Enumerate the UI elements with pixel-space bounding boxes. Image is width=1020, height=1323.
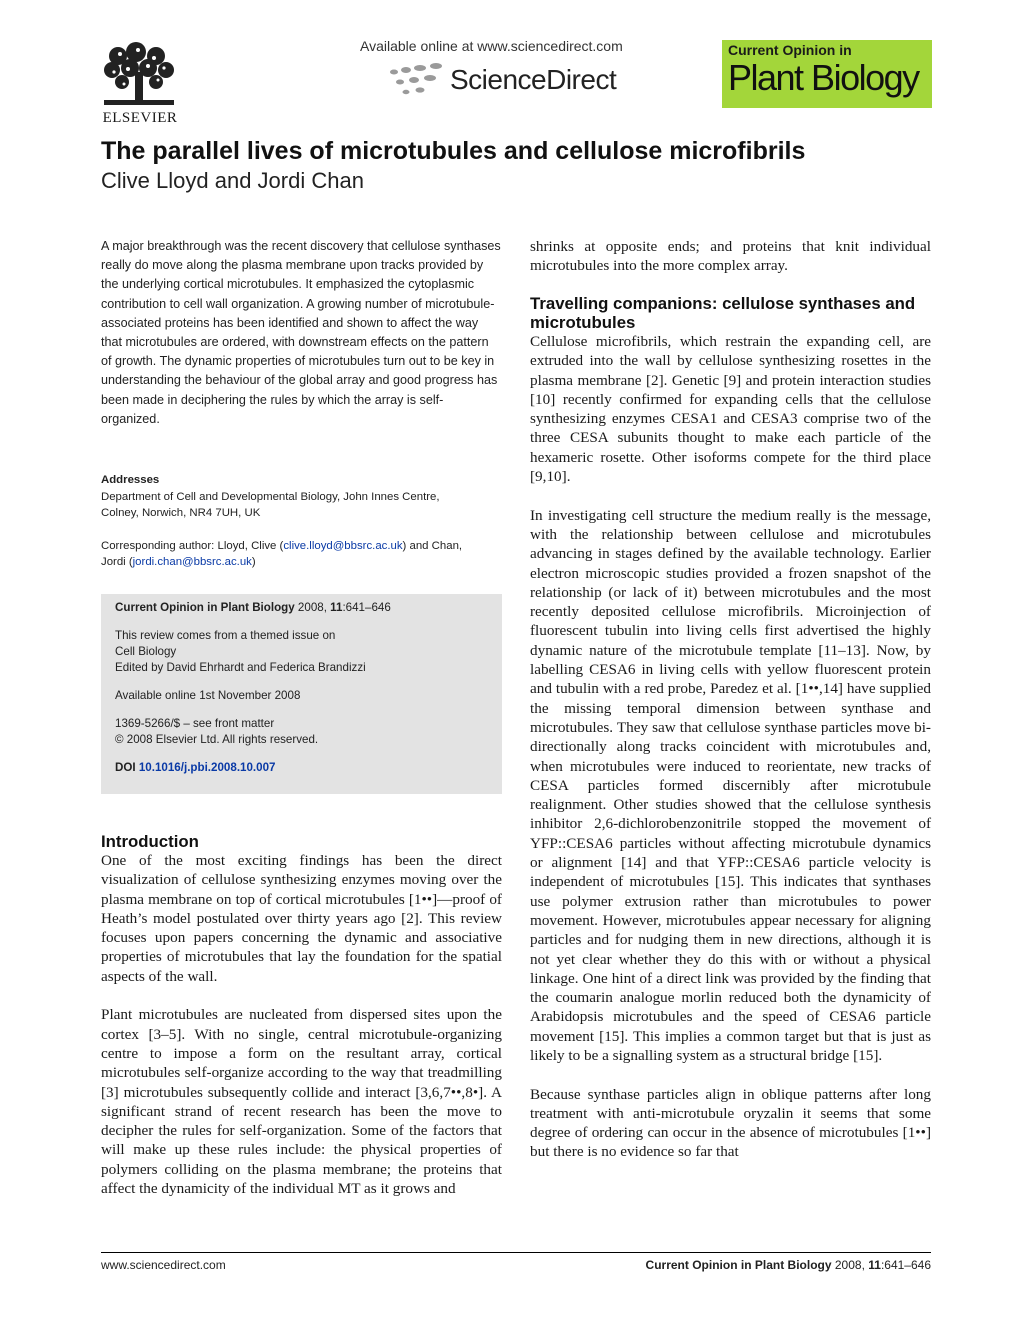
doi-line: DOI 10.1016/j.pbi.2008.10.007 (115, 761, 276, 774)
doi-link[interactable]: 10.1016/j.pbi.2008.10.007 (138, 761, 276, 774)
travelling-companions-heading: Travelling companions: cellulose synthases and microtubules (530, 294, 916, 332)
themed-issue: This review comes from a themed issue on Cell Biology Edited by David Ehrhardt and Federica Brandizzi (115, 629, 366, 674)
footer-website: www.sciencedirect.com (101, 1258, 226, 1272)
right-paragraph-3: Because synthase particles align in oblique patterns after long treatment with anti-microtubule oryzalin it seems that some degree of ordering can occur in the absence of microtubules [1••] but there is no evidence so far that (530, 1085, 931, 1161)
journal-badge-line1: Current Opinion in (728, 42, 852, 58)
available-online-text: Available online at www.sciencedirect.com (360, 38, 623, 54)
addresses-heading: Addresses (101, 474, 160, 486)
address-line-2: Colney, Norwich, NR4 7UH, UK (101, 507, 261, 519)
publisher-logo (98, 42, 182, 128)
right-paragraph-1: Cellulose microfibrils, which restrain the expanding cell, are extruded into the wall by cellulose synthesizing rosettes in the plasma membrane [2]. Genetic [9] and protein interaction studies [10] recently confirmed for expanding cells that the cellulose synthesizing enzymes CESA1 and CESA3 comprise two of the three CESA subunits thought to make each particle of the hexameric rosette. Other isoforms compete for the third place [9,10]. (530, 333, 931, 486)
right-paragraph-2: In investigating cell structure the medium really is the message, with the relationship between cellulose and microtubules advancing in stages defined by the available technology. Earlier electron microscopic studies provided a frozen snapshot of the relationship (or lack of it) between microtubules and the most recently deposited cellulose microfibrils. Microinjection of fluorescent tubulin into living cells first advertised the highly dynamic nature of the microtubule template [11–13]. Now, by labelling CESA6 in living cells with yellow fluorescent protein and tubulin with a red probe, Paredez et al. [1••,14] have supplied the missing temporal dimension between synthase and microtubules. They saw that cellulose synthase particles move bi-directionally along tracks coincident with microtubules and, when microtubules were induced to reorientate, new tracks of CESA particles formed discernibly after microtubule realignment. Other studies showed that the cellulose synthesis inhibitor 2,6-dichlorobenzonitrile stopped the movement of YFP::CESA6 particles without affecting microtubule dynamics or alignment [14] and that YFP::CESA6 particle velocity is independent of microtubules [15]. This indicates that synthases use polymer extrusion rather than microtubules to power movement. However, microtubules appear necessary for aligning particles and for nudging them in new directions, although it is not yet clear whether they do this with or without a physical linkage. One hint of a direct link was provided by the finding that the coumarin analogue morlin reduced both the dynamicity of Arabidopsis microtubules and the speed of CESA6 particle movement [15]. This implies a common target but that is just as likely to be a signalling system as a structural bridge [15]. (530, 506, 931, 1064)
email-link-chan[interactable]: jordi.chan@bbsrc.ac.uk (132, 556, 252, 568)
article-authors: Clive Lloyd and Jordi Chan (101, 168, 364, 193)
elsevier-tree-icon (98, 42, 180, 108)
sciencedirect-logo (386, 58, 616, 102)
publisher-name: ELSEVIER (102, 110, 178, 126)
citation-line: Current Opinion in Plant Biology 2008, 11:641–646 (115, 601, 391, 614)
sciencedirect-dots-icon (386, 60, 444, 100)
continued-paragraph: shrinks at opposite ends; and proteins that knit individual microtubules into the more complex array. (530, 238, 931, 275)
travelling-companions-section (530, 294, 931, 1162)
journal-badge (722, 40, 932, 108)
copyright-block: 1369-5266/$ – see front matter © 2008 Elsevier Ltd. All rights reserved. (115, 717, 319, 746)
address-line-1: Department of Cell and Developmental Biology, John Innes Centre, (101, 491, 440, 503)
corresponding-author: Corresponding author: Lloyd, Clive (clive.lloyd@bbsrc.ac.uk) and Chan, Jordi (jordi.chan@bbsrc.ac.uk) (101, 540, 463, 568)
abstract: A major breakthrough was the recent discovery that cellulose synthases really do move along the plasma membrane upon tracks provided by the underlying cortical microtubules. It emphasized the cytoplasmic contribution to cell wall organization. A growing number of microtubule-associated proteins has been identified and shown to affect the way that microtubules are ordered, with downstream effects on the pattern of growth. The dynamic properties of microtubules turn out to be key in understanding the behaviour of the global array and good progress has been made in deciphering the rules by which the array is self-organized. (101, 239, 501, 426)
introduction-body (101, 851, 502, 1198)
introduction-heading: Introduction (101, 832, 199, 851)
footer-citation: Current Opinion in Plant Biology 2008, 11:641–646 (645, 1258, 931, 1272)
travelling-companions-body (530, 332, 931, 1162)
introduction-section (101, 832, 502, 1198)
journal-badge-line2: Plant Biology (728, 57, 919, 98)
addresses-block (101, 472, 502, 570)
article-title: The parallel lives of microtubules and cellulose microfibrils (101, 137, 806, 165)
intro-paragraph-2: Plant microtubules are nucleated from dispersed sites upon the cortex [3–5]. With no single, central microtubule-organizing centre to impose a form on the resultant array, cortical microtubules self-organize according to the way that treadmilling [3] microtubules subsequently collide and interact [3,6,7••,8•]. A significant strand of recent research has been the move to decipher the rules for self-organization. Some of the factors that will make up these rules include: the physical properties of polymers colliding on the plasma membrane; the proteins that affect the dynamicity of the individual MT as it grows and (101, 1006, 502, 1198)
sciencedirect-wordmark: ScienceDirect (450, 64, 617, 95)
article-info-box (101, 594, 502, 794)
available-date: Available online 1st November 2008 (115, 689, 301, 702)
intro-paragraph-1: One of the most exciting findings has been the direct visualization of cellulose synthesizing enzymes moving over the plasma membrane on top of cortical microtubules [1••]—proof of Heath’s model postulated over thirty years ago [2]. This review focuses upon papers concerning the dynamic and associative properties of microtubules that lay the foundation for the spatial aspects of the wall. (101, 852, 502, 985)
email-link-lloyd[interactable]: clive.lloyd@bbsrc.ac.uk (283, 540, 403, 552)
footer-divider (101, 1252, 931, 1253)
